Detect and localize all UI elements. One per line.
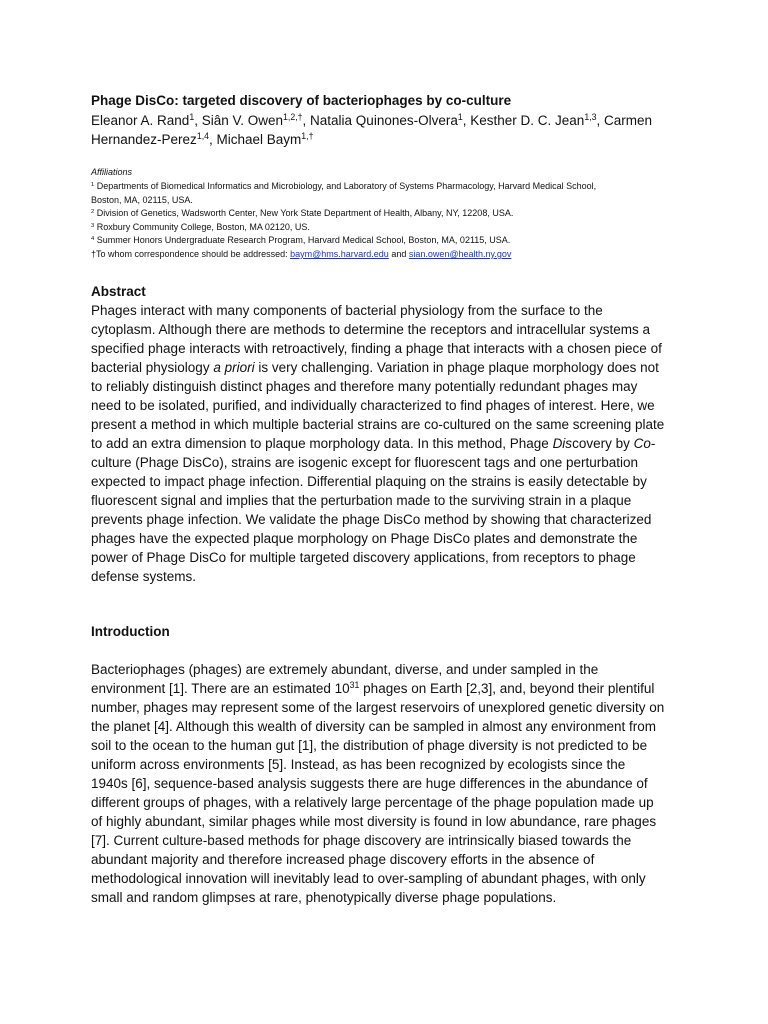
- abstract-text: prevents phage infection. We validate the phage DisCo method by showing that characterized: [91, 512, 652, 527]
- line-28: [0, 567, 680, 586]
- intro-text: number, phages may represent some of the largest reservoirs of unexplored genetic diversity on: [91, 700, 665, 715]
- email-link-baym[interactable]: baym@hms.harvard.edu: [290, 249, 389, 259]
- line-36: [0, 717, 680, 736]
- line-22: [0, 453, 680, 472]
- line-15: [0, 320, 680, 339]
- line-19: [0, 396, 680, 415]
- abstract-text: need to be isolated, purified, and individually characterized to find phages of interest. Here, we: [91, 398, 655, 413]
- line-9: [0, 222, 680, 233]
- abstract-text: to reliably distinguish distinct phages and therefore many potentially redundant phages may: [91, 379, 638, 394]
- intro-text: environment [1]. There are an estimated $10^{31}$ phages on Earth [2,3], and, beyond their plentiful: [91, 680, 655, 696]
- line-1: [0, 91, 680, 110]
- line-25: [0, 510, 680, 529]
- line-23: [0, 472, 680, 491]
- line-7: [0, 195, 680, 206]
- intro-text: Bacteriophages (phages) are extremely abundant, diverse, and under sampled in the: [91, 662, 599, 677]
- abstract-text: cytoplasm. Although there are methods to determine the receptors and intracellular systems a: [91, 322, 651, 337]
- line-12: [0, 263, 680, 282]
- intro-text: soil to the ocean to the human gut [1], the distribution of phage diversity is not predicted to be: [91, 738, 648, 753]
- line-27: [0, 548, 680, 567]
- line-6: [0, 181, 680, 192]
- line-29: [0, 586, 680, 605]
- line-5: [0, 167, 680, 178]
- line-40: [0, 793, 680, 812]
- line-37: [0, 736, 680, 755]
- line-10: [0, 235, 680, 246]
- intro-text: different groups of phages, with a relatively large percentage of the phage population made up: [91, 795, 654, 810]
- line-21: [0, 434, 680, 453]
- intro-text: [7]. Current culture-based methods for phage discovery are intrinsically biased towards the: [91, 833, 632, 848]
- abstract-text: Phages interact with many components of bacterial physiology from the surface to the: [91, 303, 603, 318]
- line-38: [0, 755, 680, 774]
- line-31: [0, 622, 680, 641]
- line-41: [0, 812, 680, 831]
- line-18: [0, 377, 680, 396]
- abstract-text: power of Phage DisCo for multiple targeted discovery applications, from receptors to phage: [91, 550, 636, 565]
- abstract-heading: Abstract: [91, 284, 146, 299]
- intro-text: uniform across environments [5]. Instead, as has been recognized by ecologists since the: [91, 757, 626, 772]
- abstract-text: specified phage interacts with retroactively, finding a phage that interacts with a chosen piece of: [91, 341, 662, 356]
- line-4: [0, 149, 680, 168]
- line-32: [0, 641, 680, 660]
- correspondence: †To whom correspondence should be addressed: baym@hms.harvard.edu and sian.owen@health.ny.gov: [91, 249, 512, 259]
- intro-text: abundant majority and therefore increased phage discovery efforts in the absence of: [91, 852, 595, 867]
- line-24: [0, 491, 680, 510]
- abstract-text: defense systems.: [91, 569, 197, 584]
- line-8: [0, 208, 680, 219]
- line-3: [0, 130, 680, 149]
- line-13: [0, 282, 680, 301]
- abstract-text: expected to impact phage infection. Differential plaquing on the strains is easily detectable by: [91, 474, 647, 489]
- line-14: [0, 301, 680, 320]
- author-list: Eleanor A. Rand$^1$, Siân V. Owen$^{1,2,\dagger}$, Natalia Quinones-Olvera$^1$, Kesther D. C. Jean$^{1,3}$, Carmen: [91, 112, 653, 128]
- line-33: [0, 660, 680, 679]
- abstract-text: culture (Phage DisCo), strains are isogenic except for fluorescent tags and one perturbation: [91, 455, 639, 470]
- line-26: [0, 529, 680, 548]
- line-45: [0, 888, 680, 907]
- line-43: [0, 850, 680, 869]
- abstract-text: bacterial physiology a priori is very challenging. Variation in phage plaque morphology does not: [91, 360, 659, 375]
- abstract-text: fluorescent signal and implies that the perturbation made to the surviving strain in a plaque: [91, 493, 632, 508]
- introduction-heading: Introduction: [91, 624, 170, 639]
- line-35: [0, 698, 680, 717]
- intro-text: of highly abundant, similar phages while most diversity is found in low abundance, rare phages: [91, 814, 657, 829]
- line-17: [0, 358, 680, 377]
- author-list-cont: Hernandez-Perez$^{1,4}$, Michael Baym$^{1,\dagger}$: [91, 131, 314, 147]
- line-42: [0, 831, 680, 850]
- intro-text: methodological innovation will inevitably lead to over-sampling of abundant phages, with only: [91, 871, 646, 886]
- line-46: [0, 907, 680, 926]
- line-11: [0, 249, 680, 260]
- abstract-text: phages have the expected plaque morphology on Phage DisCo plates and demonstrate the: [91, 531, 638, 546]
- line-30: [0, 604, 680, 623]
- line-44: [0, 869, 680, 888]
- line-16: [0, 339, 680, 358]
- line-2: [0, 111, 680, 130]
- abstract-text: to add an extra dimension to plaque morphology data. In this method, Phage Discovery by Co-: [91, 436, 656, 451]
- intro-text: the planet [4]. Although this wealth of diversity can be sampled in almost any environment from: [91, 719, 657, 734]
- intro-text: 1940s [6], sequence-based analysis suggests there are huge differences in the abundance of: [91, 776, 648, 791]
- intro-text: small and random glimpses at rare, phenotypically diverse phage populations.: [91, 890, 557, 905]
- affiliation-1-cont: Boston, MA, 02115, USA.: [91, 195, 193, 205]
- paper-title: Phage DisCo: targeted discovery of bacteriophages by co-culture: [91, 93, 512, 108]
- affiliation-3: $^3$ Roxbury Community College, Boston, MA 02120, US.: [91, 222, 310, 232]
- affiliation-2: $^2$ Division of Genetics, Wadsworth Center, New York State Department of Health, Albany, NY, 12208, USA.: [91, 208, 514, 218]
- abstract-text: present a method in which multiple bacterial strains are co-cultured on the same screening plate: [91, 417, 665, 432]
- affiliations-heading: Affiliations: [91, 167, 133, 177]
- line-39: [0, 774, 680, 793]
- email-link-owen[interactable]: sian.owen@health.ny.gov: [408, 249, 512, 259]
- line-20: [0, 415, 680, 434]
- affiliation-4: $^4$ Summer Honors Undergraduate Research Program, Harvard Medical School, Boston, MA, 02115, USA.: [91, 235, 511, 245]
- line-34: [0, 679, 680, 698]
- affiliation-1: $^1$ Departments of Biomedical Informatics and Microbiology, and Laboratory of Systems Pharmacology, Harvard Medical School,: [91, 181, 597, 191]
